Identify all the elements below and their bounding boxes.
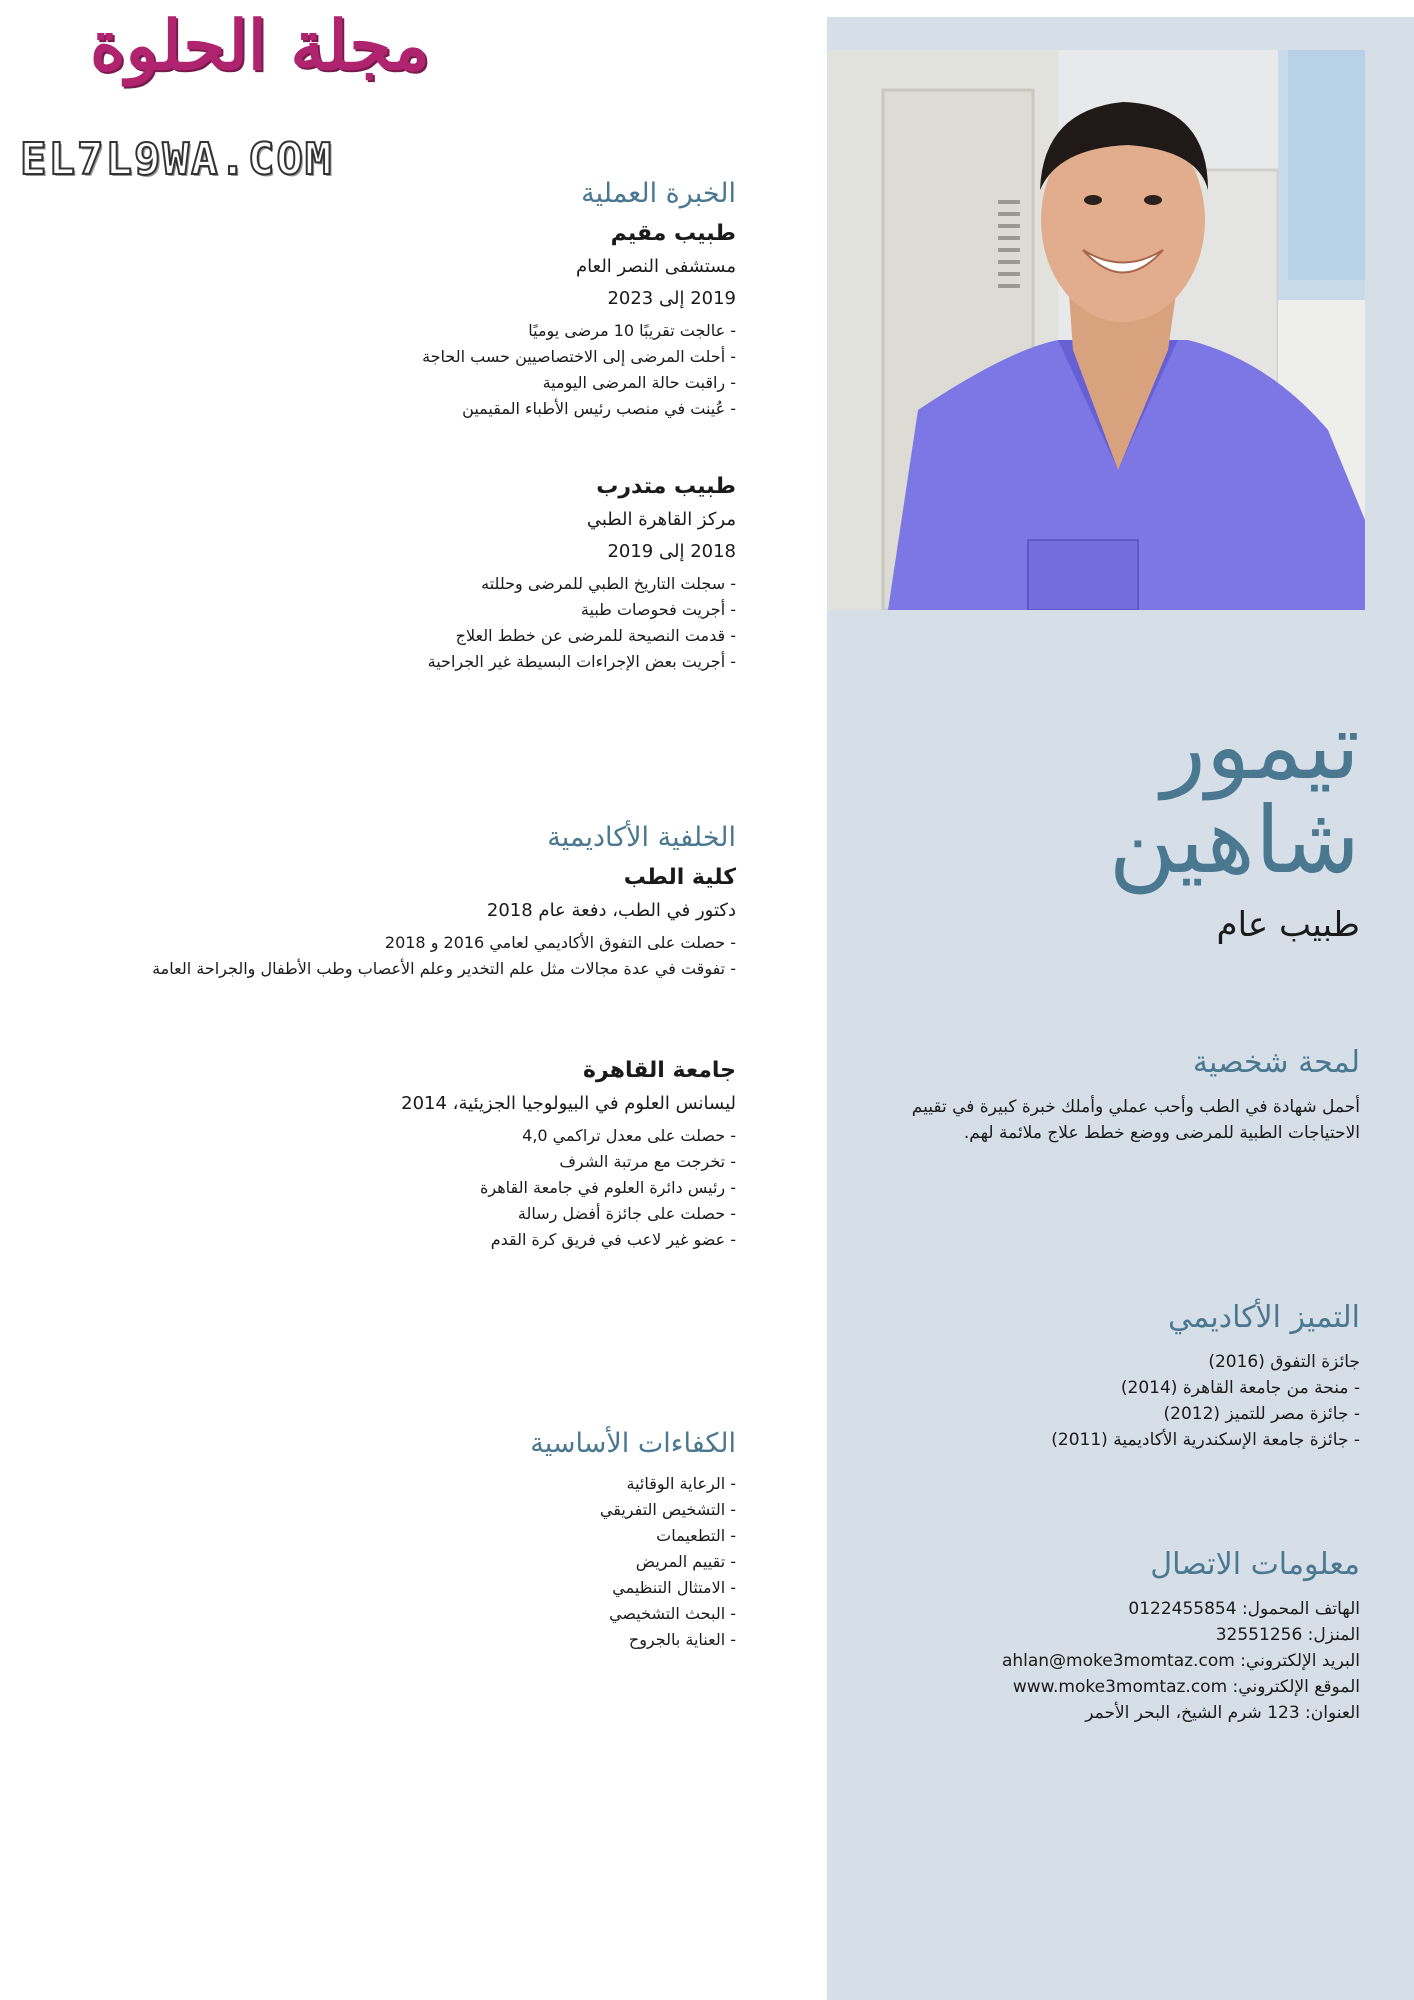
contact-home: المنزل: 32551256 — [1215, 1625, 1360, 1645]
contact-phone: الهاتف المحمول: 0122455854 — [1128, 1599, 1360, 1619]
experience-section — [36, 178, 736, 675]
summary-text: أحمل شهادة في الطب وأحب عملي وأملك خبرة كبيرة في تقييم الاحتياجات الطبية للمرضى ووضع خطط علاج ملائمة لهم. — [911, 1097, 1360, 1143]
school-degree-1: دكتور في الطب، دفعة عام 2018 — [486, 900, 736, 921]
job-bullets-1 — [36, 318, 736, 422]
school-bullets-1 — [36, 930, 736, 982]
contact-section — [840, 1547, 1360, 1726]
job-dates-1: 2019 إلى 2023 — [607, 288, 736, 309]
list-item: - راقبت حالة المرضى اليومية — [542, 373, 736, 392]
school-bullets-2 — [36, 1123, 736, 1253]
contact-list — [840, 1596, 1360, 1726]
summary-section — [840, 1045, 1360, 1146]
list-item: - حصلت على جائزة أفضل رسالة — [517, 1204, 736, 1223]
person-name — [860, 693, 1360, 894]
awards-heading: التميز الأكاديمي — [1168, 1300, 1360, 1335]
logo-latin: EL7L9WA.COM — [20, 134, 334, 185]
list-item: - أحلت المرضى إلى الاختصاصيين حسب الحاجة — [422, 347, 736, 366]
profile-photo — [828, 50, 1365, 610]
school-entry — [36, 1058, 736, 1253]
job-place-2: مركز القاهرة الطبي — [586, 509, 736, 530]
job-entry — [36, 221, 736, 422]
awards-list — [840, 1349, 1360, 1453]
list-item: - أجريت فحوصات طبية — [580, 600, 736, 619]
job-entry — [36, 474, 736, 675]
job-dates-2: 2018 إلى 2019 — [607, 541, 736, 562]
list-item: - الرعاية الوقائية — [626, 1474, 736, 1493]
contact-website[interactable]: الموقع الإلكتروني: www.moke3momtaz.com — [1012, 1677, 1360, 1697]
list-item: - أجريت بعض الإجراءات البسيطة غير الجراحية — [427, 652, 736, 671]
contact-heading: معلومات الاتصال — [1150, 1547, 1360, 1582]
skills-heading: الكفاءات الأساسية — [530, 1428, 736, 1459]
list-item: - حصلت على التفوق الأكاديمي لعامي 2016 و 2018 — [384, 933, 736, 952]
name-last: شاهين — [1108, 787, 1360, 894]
list-item: جائزة التفوق (2016) — [1208, 1352, 1360, 1372]
list-item: - حصلت على معدل تراكمي 4,0 — [522, 1126, 736, 1145]
experience-heading: الخبرة العملية — [581, 178, 736, 209]
list-item: - البحث التشخيصي — [609, 1604, 736, 1623]
list-item: - عُينت في منصب رئيس الأطباء المقيمين — [462, 399, 736, 418]
list-item: - عالجت تقريبًا 10 مرضى يوميًا — [528, 321, 736, 340]
job-title-1: طبيب مقيم — [610, 221, 736, 246]
awards-section — [840, 1300, 1360, 1453]
school-name-2: جامعة القاهرة — [583, 1058, 736, 1083]
list-item: - التشخيص التفريقي — [599, 1500, 736, 1519]
skills-list — [36, 1471, 736, 1653]
list-item: - تخرجت مع مرتبة الشرف — [559, 1152, 736, 1171]
list-item: - سجلت التاريخ الطبي للمرضى وحللته — [481, 574, 736, 593]
job-title-2: طبيب متدرب — [596, 474, 736, 499]
list-item: - تفوقت في عدة مجالات مثل علم التخدير وعلم الأعصاب وطب الأطفال والجراحة العامة — [152, 959, 736, 978]
list-item: - منحة من جامعة القاهرة (2014) — [1120, 1378, 1360, 1398]
job-title: طبيب عام — [1216, 905, 1360, 945]
list-item: - جائزة جامعة الإسكندرية الأكاديمية (2011) — [1051, 1430, 1360, 1450]
contact-address: العنوان: 123 شرم الشيخ، البحر الأحمر — [1085, 1703, 1360, 1723]
summary-heading: لمحة شخصية — [1192, 1045, 1360, 1080]
list-item: - العناية بالجروح — [628, 1630, 736, 1649]
list-item: - التطعيمات — [656, 1526, 736, 1545]
contact-email[interactable]: البريد الإلكتروني: ahlan@moke3momtaz.com — [1001, 1651, 1360, 1671]
skills-section — [36, 1428, 736, 1653]
education-heading: الخلفية الأكاديمية — [547, 822, 736, 853]
list-item: - الامتثال التنظيمي — [612, 1578, 736, 1597]
list-item: - قدمت النصيحة للمرضى عن خطط العلاج — [455, 626, 736, 645]
magazine-logo — [20, 6, 430, 196]
job-place-1: مستشفى النصر العام — [576, 256, 736, 277]
list-item: - تقييم المريض — [635, 1552, 736, 1571]
list-item: - رئيس دائرة العلوم في جامعة القاهرة — [480, 1178, 736, 1197]
list-item: - جائزة مصر للتميز (2012) — [1163, 1404, 1360, 1424]
school-entry — [36, 865, 736, 982]
school-name-1: كلية الطب — [623, 865, 736, 890]
job-bullets-2 — [36, 571, 736, 675]
name-first: تيمور — [1161, 693, 1360, 800]
school-degree-2: ليسانس العلوم في البيولوجيا الجزيئية، 2014 — [401, 1093, 736, 1114]
list-item: - عضو غير لاعب في فريق كرة القدم — [490, 1230, 736, 1249]
logo-arabic: مجلة الحلوة — [90, 6, 430, 86]
education-section — [36, 822, 736, 1253]
